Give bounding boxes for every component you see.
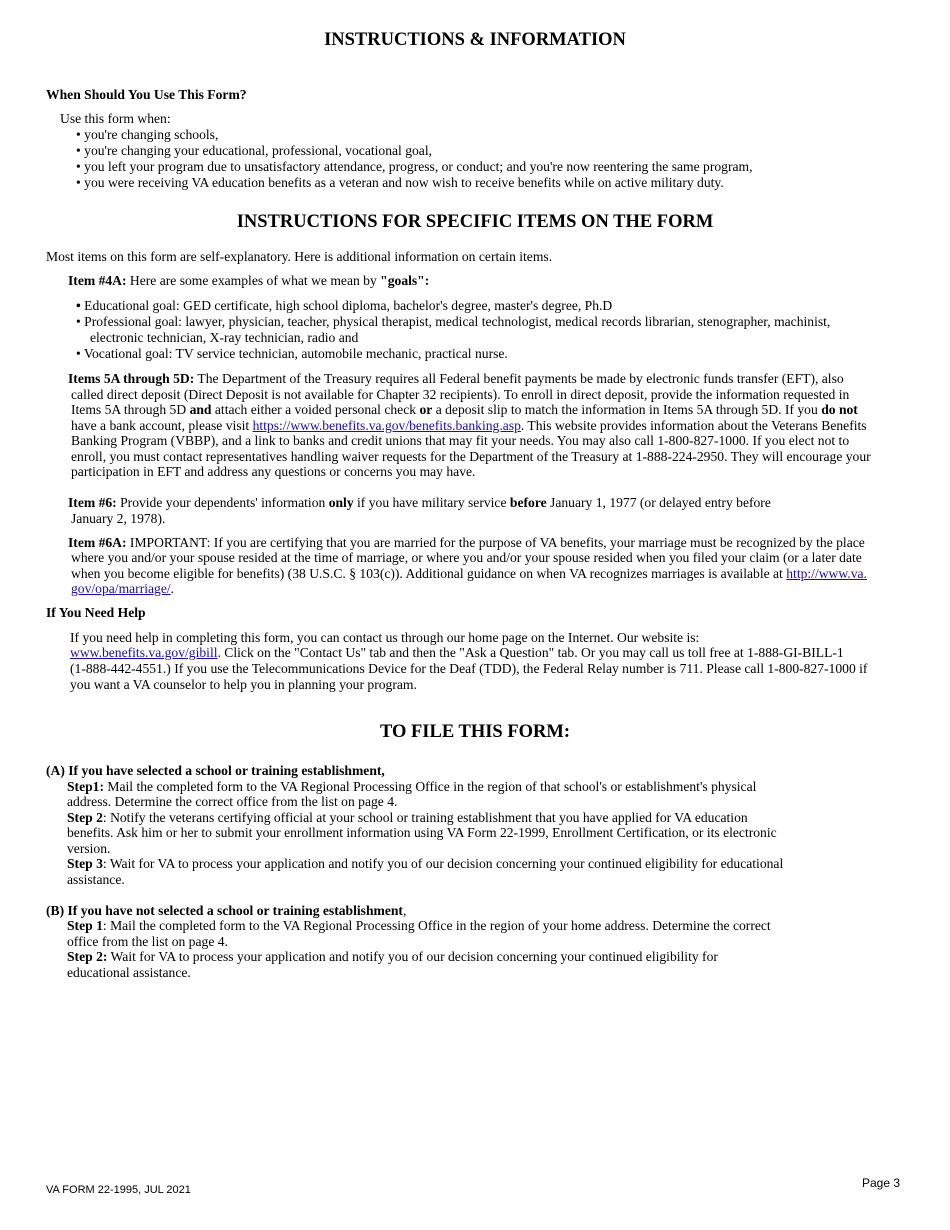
help-line: (1-888-442-4551.) If you use the Telecommunications Device for the Deaf (TDD), the Federal Relay number is 711. Please call 1-800-827-1000 if <box>70 661 868 676</box>
item5-label: Items 5A through 5D: <box>68 371 195 386</box>
help-line: you want a VA counselor to help you in planning your program. <box>70 677 417 692</box>
item5-line: participation in EFT and address any questions or concerns you may have. <box>71 464 476 479</box>
goals-term: "goals": <box>380 273 430 288</box>
item4a-label: Item #4A: <box>68 273 127 288</box>
step-line: Step 2: Wait for VA to process your application and notify you of our decision concerning your continued eligibility for <box>67 949 718 964</box>
item5-line: Items 5A through 5D: The Department of the Treasury requires all Federal benefit payments be made by electronic funds transfer (EFT), also <box>68 371 844 386</box>
list-item: • Educational goal: GED certificate, high school diploma, bachelor's degree, master's degree, Ph.D <box>76 298 613 313</box>
item6a-label: Item #6A: <box>68 535 127 550</box>
step-line: educational assistance. <box>67 965 191 980</box>
list-item: • Professional goal: lawyer, physician, teacher, physical therapist, medical technologist, medical records librarian, stenographer, machinist, <box>76 314 831 329</box>
item4a-text: Here are some examples of what we mean by <box>126 273 381 288</box>
help-line: www.benefits.va.gov/gibill. Click on the "Contact Us" tab and then the "Ask a Question" tab. Or you may call us toll free at 1-888-GI-BILL-1 <box>70 645 844 660</box>
item5-line: Items 5A through 5D and attach either a voided personal check or a deposit slip to match the information in Items 5A through 5D. If you do not <box>71 402 858 417</box>
item5-line: Banking Program (VBBP), and a link to banks and credit unions that may fit your needs. You may also call 1-800-827-1000. If you elect not to <box>71 433 850 448</box>
file-heading: TO FILE THIS FORM: <box>379 722 570 742</box>
list-item: • you left your program due to unsatisfactory attendance, progress, or conduct; and you're now reentering the same program, <box>76 159 753 174</box>
item6a-line: Item #6A: IMPORTANT: If you are certifying that you are married for the purpose of VA benefits, your marriage must be recognized by the place <box>68 535 865 550</box>
item6a-line: where you and/or your spouse resided at the time of marriage, or where you and/or your spouse resided when you filed your claim (or a later date <box>71 550 862 565</box>
item6a-line: when you become eligible for benefits) (38 U.S.C. § 103(c)). Additional guidance on when VA recognizes marriages is available at http://www.va. <box>71 566 867 581</box>
file-a-heading: (A) If you have selected a school or training establishment, <box>46 763 385 778</box>
marriage-link-cont[interactable]: gov/opa/marriage/ <box>71 581 171 596</box>
marriage-link[interactable]: http://www.va. <box>786 566 867 581</box>
list-item: • you're changing schools, <box>76 127 219 142</box>
item6-line: January 2, 1978). <box>71 511 166 526</box>
when-intro: Use this form when: <box>60 111 171 126</box>
step-line: Step 2: Notify the veterans certifying official at your school or training establishment that you have applied for VA education <box>67 810 748 825</box>
step-line: Step1: Mail the completed form to the VA Regional Processing Office in the region of that school's or establishment's physical <box>67 779 757 794</box>
page-title: INSTRUCTIONS & INFORMATION <box>324 30 626 50</box>
banking-link[interactable]: https://www.benefits.va.gov/benefits.banking.asp <box>252 418 521 433</box>
item5-line: called direct deposit (Direct Deposit is not available for Chapter 32 recipients). To enroll in direct deposit, provide the information requested in <box>71 387 850 402</box>
help-heading: If You Need Help <box>46 605 146 620</box>
step-line: assistance. <box>67 872 125 887</box>
goal-professional: Professional goal: lawyer, physician, teacher, physical therapist, medical technologist, medical records librarian, stenographer, machinist, <box>84 314 831 329</box>
form-id: VA FORM 22-1995, JUL 2021 <box>46 1184 191 1196</box>
step-line: address. Determine the correct office from the list on page 4. <box>67 794 398 809</box>
step-line: benefits. Ask him or her to submit your enrollment information using VA Form 22-1999, Enrollment Certification, or its electronic <box>67 825 777 840</box>
page-number: Page 3 <box>862 1176 901 1190</box>
goal-educational: Educational goal: GED certificate, high school diploma, bachelor's degree, master's degree, Ph.D <box>84 298 613 313</box>
specific-heading: INSTRUCTIONS FOR SPECIFIC ITEMS ON THE FORM <box>236 212 714 232</box>
when-heading: When Should You Use This Form? <box>46 87 247 102</box>
step-line: office from the list on page 4. <box>67 934 228 949</box>
step-line: Step 3: Wait for VA to process your application and notify you of our decision concerning your continued eligibility for educational <box>67 856 784 871</box>
item6a-line: gov/opa/marriage/. <box>71 581 175 596</box>
step-line: version. <box>67 841 111 856</box>
specific-intro: Most items on this form are self-explanatory. Here is additional information on certain items. <box>46 249 553 264</box>
list-item: • Vocational goal: TV service technician, automobile mechanic, practical nurse. <box>76 346 508 361</box>
list-item: • you're changing your educational, professional, vocational goal, <box>76 143 433 158</box>
item6-line: Item #6: Provide your dependents' information only if you have military service before January 1, 1977 (or delayed entry before <box>68 495 771 510</box>
item5-line: have a bank account, please visit https://www.benefits.va.gov/benefits.banking.asp. This website provides information about the Veterans Benefits <box>71 418 867 433</box>
file-b-heading: (B) If you have not selected a school or training establishment, <box>46 903 407 918</box>
goal-professional-cont: electronic technician, X-ray technician, radio and <box>90 330 359 345</box>
item4a-para <box>68 273 429 289</box>
item5-line: enroll, you must contact representatives handling waiver requests for the Department of the Treasury at 1-888-224-2950. They will encourage your <box>71 449 871 464</box>
step-line: Step 1: Mail the completed form to the VA Regional Processing Office in the region of your home address. Determine the correct <box>67 918 771 933</box>
item6-label: Item #6: <box>68 495 117 510</box>
help-line: If you need help in completing this form, you can contact us through our home page on the Internet. Our website is: <box>70 630 700 645</box>
gibill-link[interactable]: www.benefits.va.gov/gibill <box>70 645 218 660</box>
goal-vocational: Vocational goal: TV service technician, automobile mechanic, practical nurse. <box>83 346 508 361</box>
list-item: • you were receiving VA education benefits as a veteran and now wish to receive benefits while on active military duty. <box>76 175 724 190</box>
